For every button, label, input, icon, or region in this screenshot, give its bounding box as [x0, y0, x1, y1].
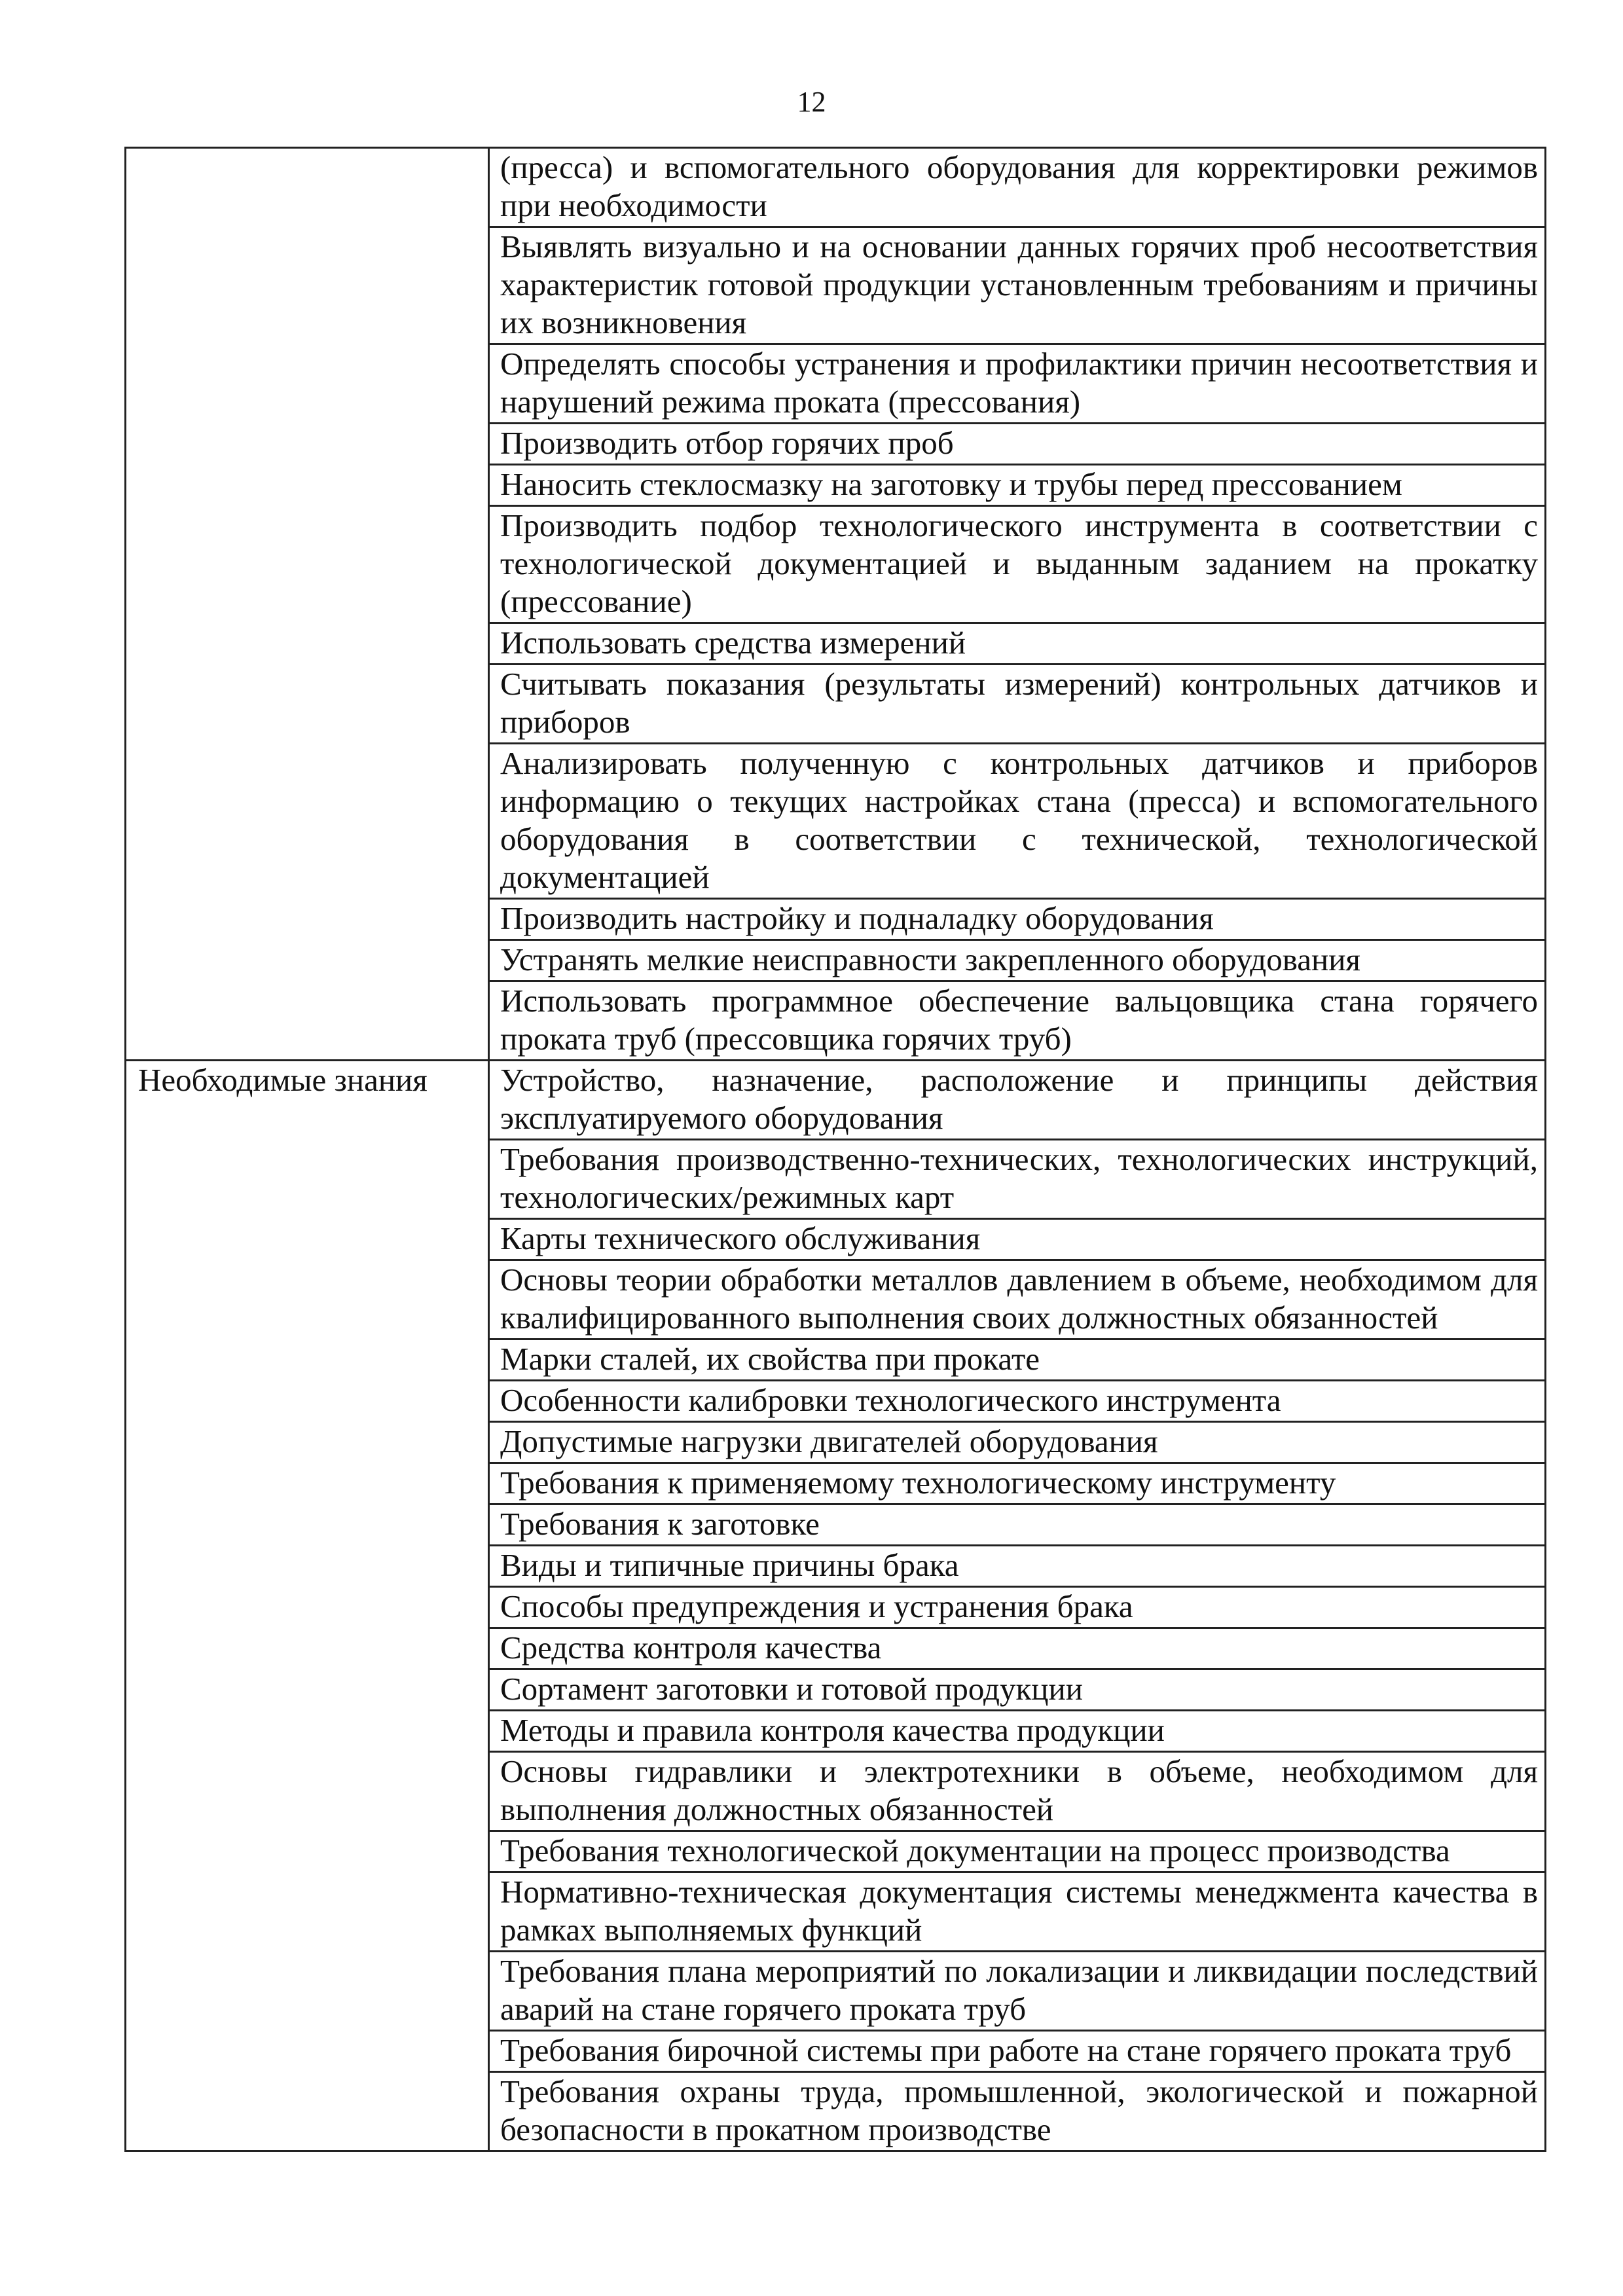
- requirement-item: Производить отбор горячих проб: [489, 424, 1546, 465]
- requirement-item: Требования технологической документации на процесс производства: [489, 1831, 1546, 1872]
- requirement-item: Требования производственно-технических, технологических инструкций, технологических/режимных карт: [489, 1140, 1546, 1219]
- requirement-item: Основы теории обработки металлов давлением в объеме, необходимом для квалифицированного выполнения своих должностных обязанностей: [489, 1260, 1546, 1339]
- requirement-item: Требования бирочной системы при работе на стане горячего проката труб: [489, 2031, 1546, 2072]
- requirement-item: Использовать средства измерений: [489, 623, 1546, 665]
- requirement-item: Способы предупреждения и устранения брака: [489, 1587, 1546, 1628]
- requirement-item: Устранять мелкие неисправности закрепленного оборудования: [489, 940, 1546, 981]
- page-number: 12: [797, 86, 826, 118]
- group-label-cell: [126, 1061, 489, 2151]
- requirements-table: [124, 147, 1546, 2152]
- requirement-item: Требования плана мероприятий по локализации и ликвидации последствий аварий на стане горячего проката труб: [489, 1952, 1546, 2031]
- table-body: [126, 148, 1546, 2151]
- requirement-item: Требования к применяемому технологическому инструменту: [489, 1463, 1546, 1504]
- requirement-item: Методы и правила контроля качества продукции: [489, 1711, 1546, 1752]
- requirement-item: Определять способы устранения и профилактики причин несоответствия и нарушений режима проката (прессования): [489, 344, 1546, 424]
- requirement-item: Выявлять визуально и на основании данных горячих проб несоответствия характеристик готовой продукции установленным требованиям и причины их возникновения: [489, 227, 1546, 344]
- requirement-item: Считывать показания (результаты измерений) контрольных датчиков и приборов: [489, 665, 1546, 744]
- requirement-item: Виды и типичные причины брака: [489, 1546, 1546, 1587]
- requirement-item: Требования охраны труда, промышленной, экологической и пожарной безопасности в прокатном производстве: [489, 2072, 1546, 2151]
- requirement-item: Анализировать полученную с контрольных датчиков и приборов информацию о текущих настройках стана (пресса) и вспомогательного оборудования в соответствии с технической, технологической документацией: [489, 744, 1546, 899]
- requirement-item: Устройство, назначение, расположение и принципы действия эксплуатируемого оборудования: [489, 1061, 1546, 1140]
- requirement-item: Наносить стеклосмазку на заготовку и трубы перед прессованием: [489, 465, 1546, 506]
- requirement-item: Марки сталей, их свойства при прокате: [489, 1339, 1546, 1381]
- requirement-item: Допустимые нагрузки двигателей оборудования: [489, 1422, 1546, 1463]
- requirement-item: Особенности калибровки технологического инструмента: [489, 1381, 1546, 1422]
- table-row: [126, 1061, 1546, 1140]
- requirement-item: Производить подбор технологического инструмента в соответствии с технологической документацией и выданным заданием на прокатку (прессование): [489, 506, 1546, 623]
- requirement-item: Основы гидравлики и электротехники в объеме, необходимом для выполнения должностных обязанностей: [489, 1752, 1546, 1831]
- requirement-item: Сортамент заготовки и готовой продукции: [489, 1669, 1546, 1711]
- requirement-item: Карты технического обслуживания: [489, 1219, 1546, 1260]
- requirement-item: Средства контроля качества: [489, 1628, 1546, 1669]
- table-row: [126, 148, 1546, 227]
- group-label-cell: [126, 148, 489, 1061]
- requirement-item: Требования к заготовке: [489, 1504, 1546, 1546]
- group-label: Необходимые знания: [138, 1062, 428, 1098]
- requirement-item: (пресса) и вспомогательного оборудования для корректировки режимов при необходимости: [489, 148, 1546, 227]
- requirement-item: Нормативно-техническая документация системы менеджмента качества в рамках выполняемых функций: [489, 1872, 1546, 1952]
- requirement-item: Производить настройку и подналадку оборудования: [489, 899, 1546, 940]
- requirement-item: Использовать программное обеспечение вальцовщика стана горячего проката труб (прессовщика горячих труб): [489, 981, 1546, 1061]
